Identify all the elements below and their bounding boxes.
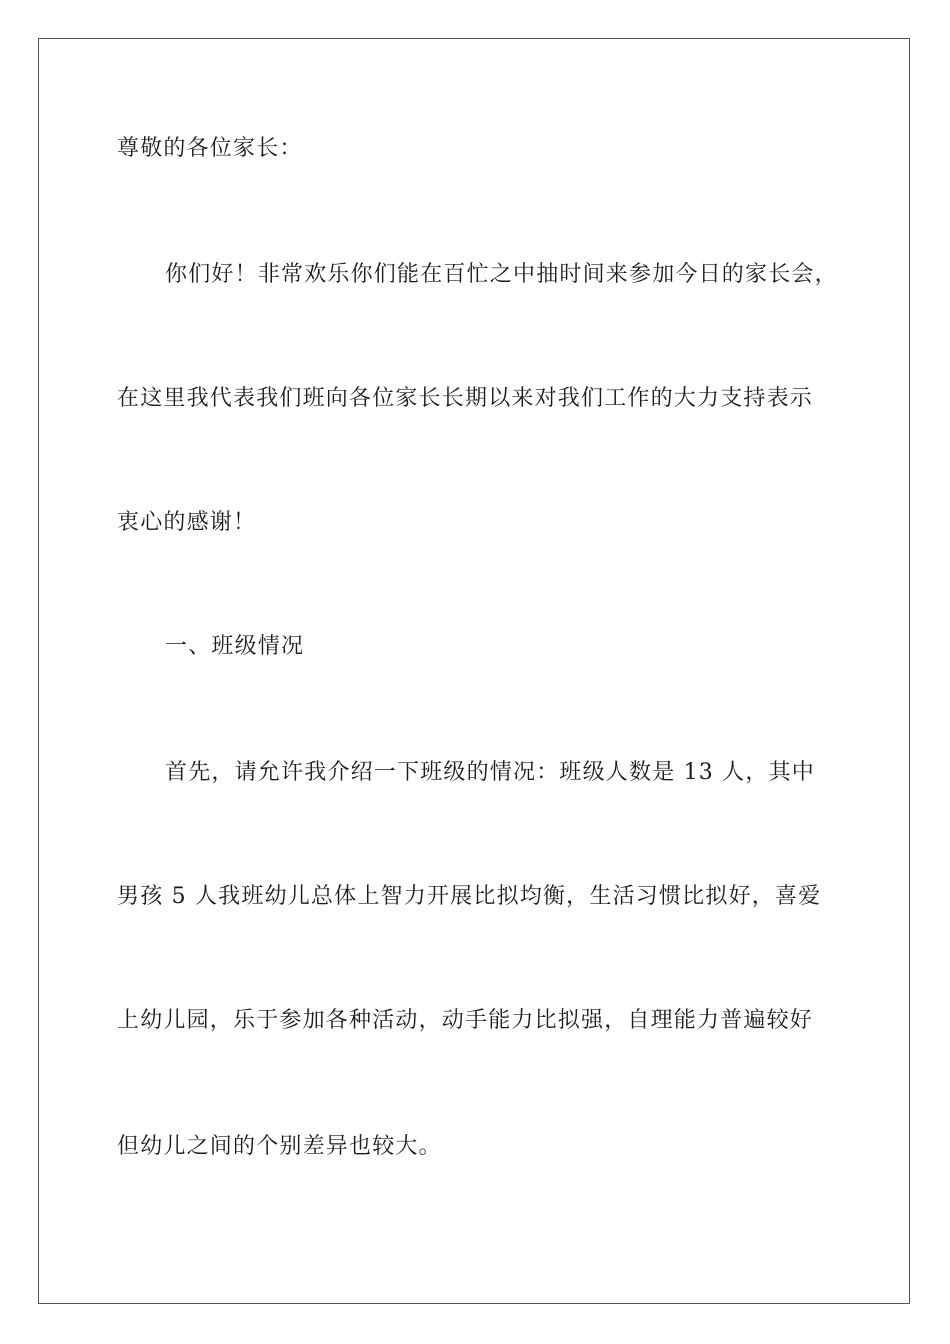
paragraph-line: 在这里我代表我们班向各位家长长期以来对我们工作的大力支持表示: [117, 386, 814, 411]
salutation: 尊敬的各位家长：: [117, 136, 303, 161]
paragraph-line: 男孩 5 人我班幼儿总体上智力开展比拟均衡，生活习惯比拟好，喜爱: [117, 884, 822, 909]
paragraph-line: 你们好！非常欢乐你们能在百忙之中抽时间来参加今日的家长会，: [165, 262, 838, 287]
section-heading: 一、班级情况: [165, 634, 305, 659]
paragraph-line: 衷心的感谢！: [117, 510, 257, 535]
paragraph-line: 但幼儿之间的个别差异也较大。: [117, 1134, 442, 1159]
paragraph-line: 上幼儿园，乐于参加各种活动，动手能力比拟强，自理能力普遍较好: [117, 1008, 814, 1033]
paragraph-line: 首先，请允许我介绍一下班级的情况：班级人数是 13 人，其中: [165, 760, 815, 785]
page-border: [38, 38, 910, 1304]
